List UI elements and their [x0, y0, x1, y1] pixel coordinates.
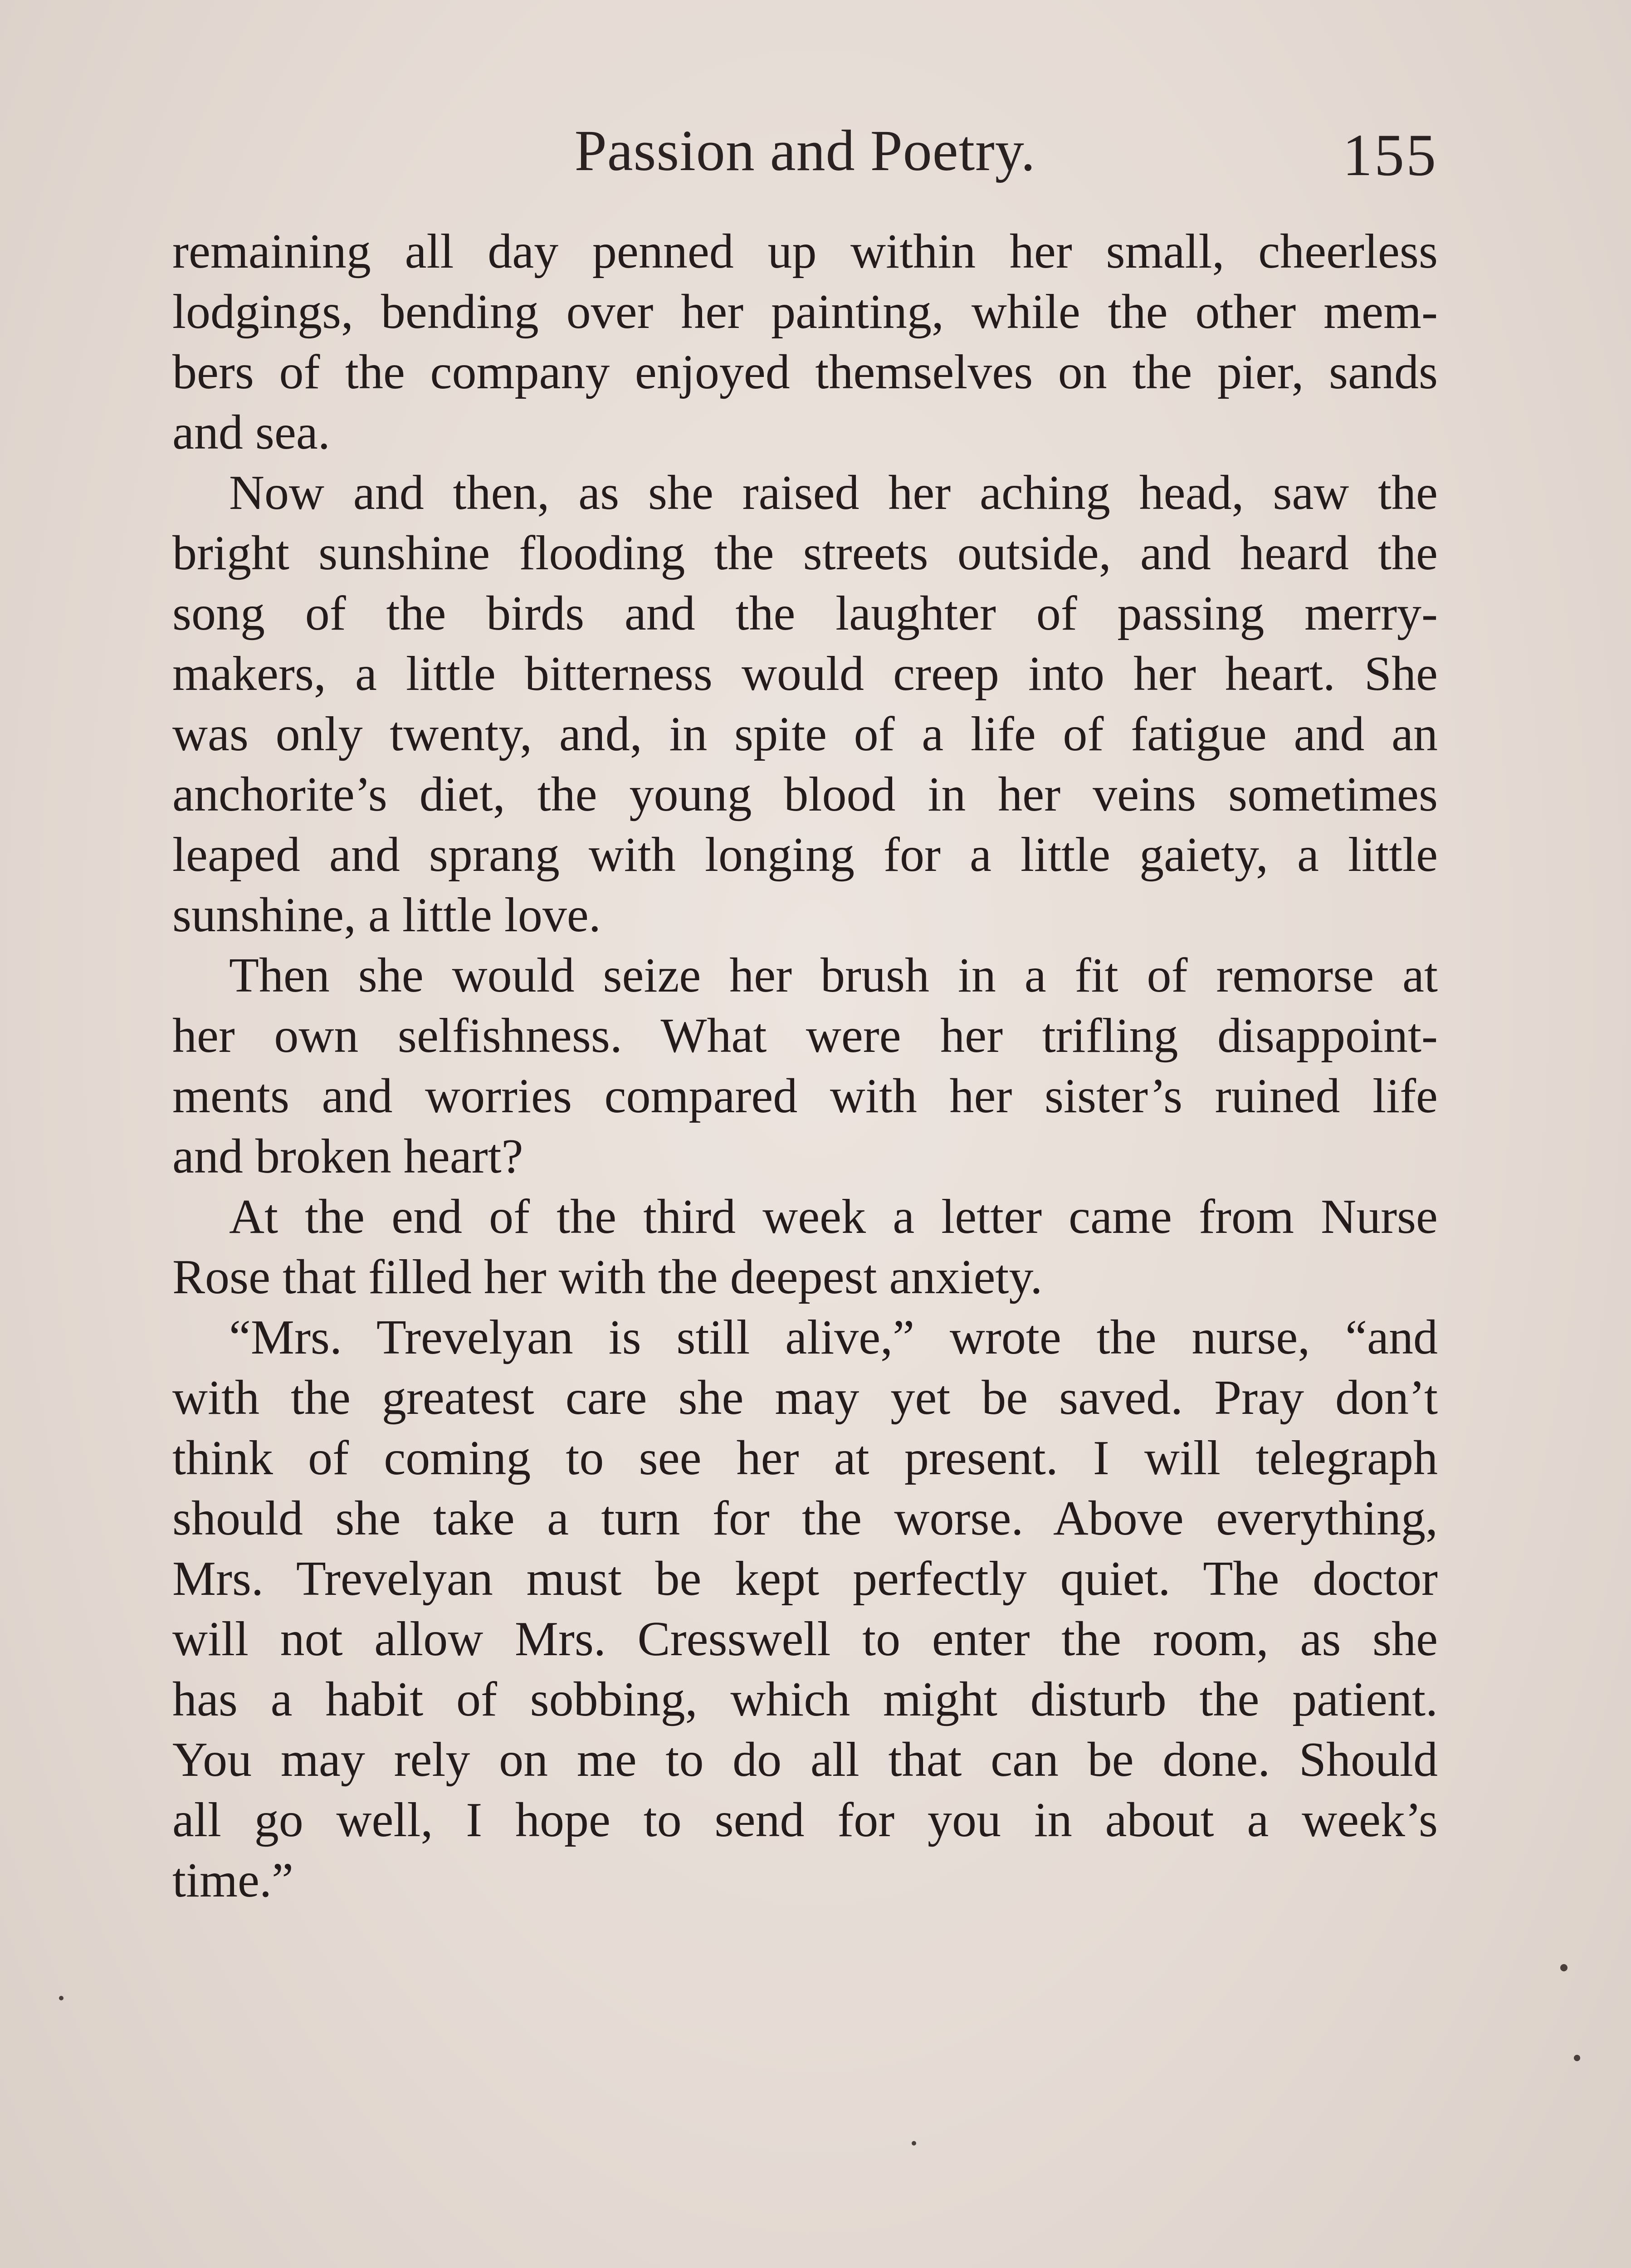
text-line: Now and then, as she raised her aching head, saw the	[229, 466, 1438, 520]
text-line: You may rely on me to do all that can be done. Should	[172, 1733, 1438, 1787]
text-line: and broken heart?	[172, 1129, 523, 1183]
running-title: Passion and Poetry.	[574, 118, 1036, 183]
paper-speck	[59, 1996, 63, 2000]
text-line: leaped and sprang with longing for a little gaiety, a little	[172, 828, 1438, 882]
text-line: with the greatest care she may yet be saved. Pray don’t	[172, 1371, 1438, 1425]
text-line: her own selfishness. What were her trifling disappoint-	[172, 1009, 1438, 1063]
text-line: think of coming to see her at present. I will telegraph	[172, 1431, 1438, 1485]
page-header	[172, 105, 1438, 196]
text-line: has a habit of sobbing, which might disturb the patient.	[172, 1672, 1438, 1726]
text-line: will not allow Mrs. Cresswell to enter the room, as she	[172, 1612, 1438, 1666]
text-line: was only twenty, and, in spite of a life of fatigue and an	[172, 707, 1438, 761]
text-line: At the end of the third week a letter came from Nurse	[229, 1190, 1438, 1244]
text-line: ments and worries compared with her sister’s ruined life	[172, 1069, 1438, 1123]
text-line: sunshine, a little love.	[172, 888, 601, 942]
text-line: should she take a turn for the worse. Above everything,	[172, 1491, 1438, 1545]
text-line: bright sunshine flooding the streets outside, and heard the	[172, 526, 1438, 580]
text-line: Then she would seize her brush in a fit of remorse at	[229, 948, 1438, 1002]
text-line: “Mrs. Trevelyan is still alive,” wrote the nurse, “and	[229, 1310, 1438, 1364]
text-line: makers, a little bitterness would creep into her heart. She	[172, 647, 1438, 701]
text-line: song of the birds and the laughter of passing merry-	[172, 587, 1438, 640]
text-line: time.”	[172, 1853, 293, 1907]
text-line: remaining all day penned up within her small, cheerless	[172, 225, 1438, 279]
paper-speck	[1574, 2055, 1580, 2061]
text-line: bers of the company enjoyed themselves on the pier, sands	[172, 345, 1438, 399]
text-line: all go well, I hope to send for you in about a week’s	[172, 1793, 1438, 1847]
text-line: and sea.	[172, 406, 330, 459]
body-text	[172, 221, 1438, 1911]
page-number: 155	[1343, 122, 1438, 188]
text-line: lodgings, bending over her painting, while the other mem-	[172, 285, 1438, 339]
text-line: Rose that filled her with the deepest anxiety.	[172, 1250, 1043, 1304]
paper-speck	[912, 2141, 916, 2146]
paper-speck	[1560, 1964, 1568, 1971]
text-line: Mrs. Trevelyan must be kept perfectly quiet. The doctor	[172, 1552, 1438, 1606]
text-line: anchorite’s diet, the young blood in her veins sometimes	[172, 767, 1438, 821]
